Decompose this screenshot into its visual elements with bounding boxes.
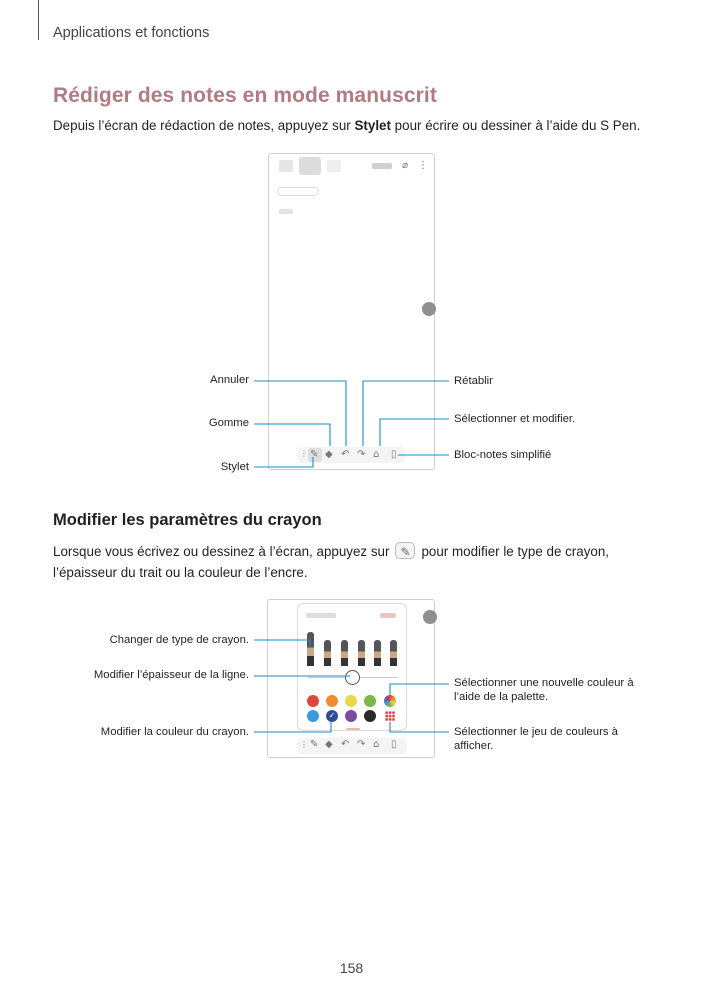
section-header: Applications et fonctions (53, 25, 210, 41)
callout-stylet: Stylet (220, 461, 249, 473)
pen-type-5 (374, 640, 381, 666)
section2-text-start: Lorsque vous écrivez ou dessinez à l’écran, appuyez sur (53, 544, 390, 559)
intro-text-start: Depuis l’écran de rédaction de notes, appuyez sur (53, 118, 355, 133)
callout-thickness: Modifier l’épaisseur de la ligne. (93, 669, 249, 681)
callout-select: Sélectionner et modifier. (454, 413, 576, 425)
pen-settings-icon (395, 542, 415, 559)
callout-palette-line1: Sélectionner une nouvelle couleur à (454, 677, 634, 689)
toolbar-pen-tab (299, 157, 321, 175)
note-editor-screenshot (268, 153, 435, 470)
eraser-icon-2: ◆ (325, 739, 333, 750)
thickness-selected (345, 670, 360, 685)
section2-text-end: pour modifier le type de crayon, (421, 544, 610, 559)
simple-notepad-icon-2: ▯ (391, 739, 397, 750)
color-page-dots (346, 728, 360, 730)
pen-type-1 (307, 632, 314, 666)
more-options-icon: ⋮ (418, 160, 428, 171)
callout-color-set-line2: afficher. (454, 740, 494, 752)
intro-text-end: pour écrire ou dessiner à l’aide du S Pen. (390, 118, 641, 133)
redo-icon: ↷ (357, 449, 366, 460)
undo-icon: ↶ (341, 449, 350, 460)
callout-notepad: Bloc-notes simplifié (454, 449, 552, 461)
page-number: 158 (339, 960, 364, 976)
pen-settings-screenshot (267, 599, 435, 758)
pen-icon-2: ✎ (310, 739, 319, 750)
intro-bold-stylet: Stylet (354, 118, 391, 133)
toolbar-text-tab (279, 160, 293, 172)
section2-paragraph (53, 541, 643, 583)
callout-color-set-line1: Sélectionner le jeu de couleurs à (454, 726, 618, 738)
page-title: Rédiger des notes en mode manuscrit (53, 84, 437, 107)
pen-type-2 (324, 640, 331, 666)
select-icon: ⌂ (373, 449, 380, 460)
toolbar-grip-icon-2: ⋮ (300, 740, 308, 749)
color-set-icon (385, 711, 395, 721)
attach-icon: ⌀ (402, 160, 409, 171)
pen-type-6 (390, 640, 397, 666)
palette-icon (384, 695, 396, 707)
color-swatch-5 (307, 710, 319, 722)
color-swatch-6: ✓ (326, 710, 338, 722)
save-button (372, 163, 392, 169)
callout-color: Modifier la couleur du crayon. (100, 726, 249, 738)
title-placeholder (279, 209, 293, 214)
panel-done-placeholder (380, 613, 396, 618)
header-rule (38, 0, 39, 40)
callout-redo: Rétablir (454, 375, 493, 387)
pen-icon: ✎ (310, 449, 319, 460)
section2-text-line2: l’épaisseur du trait ou la couleur de l’encre. (53, 565, 308, 580)
color-swatch-7 (345, 710, 357, 722)
color-swatch-4 (364, 695, 376, 707)
floating-pen-button (422, 302, 436, 316)
callout-pen-type: Changer de type de crayon. (109, 634, 249, 646)
select-icon-2: ⌂ (373, 739, 380, 750)
redo-icon-2: ↷ (357, 739, 366, 750)
toolbar-grip-icon: ⋮ (300, 449, 308, 458)
simple-notepad-icon: ▯ (391, 449, 397, 460)
color-swatch-1 (307, 695, 319, 707)
callout-palette-line2: l’aide de la palette. (454, 691, 549, 703)
eraser-icon: ◆ (325, 449, 333, 460)
category-chip (277, 187, 319, 196)
pen-type-4 (358, 640, 365, 666)
toolbar-voice-tab (327, 160, 341, 172)
callout-undo: Annuler (210, 374, 249, 386)
color-swatch-2 (326, 695, 338, 707)
color-swatch-8 (364, 710, 376, 722)
intro-paragraph (53, 118, 640, 133)
callout-eraser: Gomme (208, 417, 249, 429)
color-swatch-3 (345, 695, 357, 707)
pen-type-3 (341, 640, 348, 666)
undo-icon-2: ↶ (341, 739, 350, 750)
panel-title-placeholder (306, 613, 336, 618)
floating-pen-button-2 (423, 610, 437, 624)
section2-title: Modifier les paramètres du crayon (53, 511, 322, 529)
